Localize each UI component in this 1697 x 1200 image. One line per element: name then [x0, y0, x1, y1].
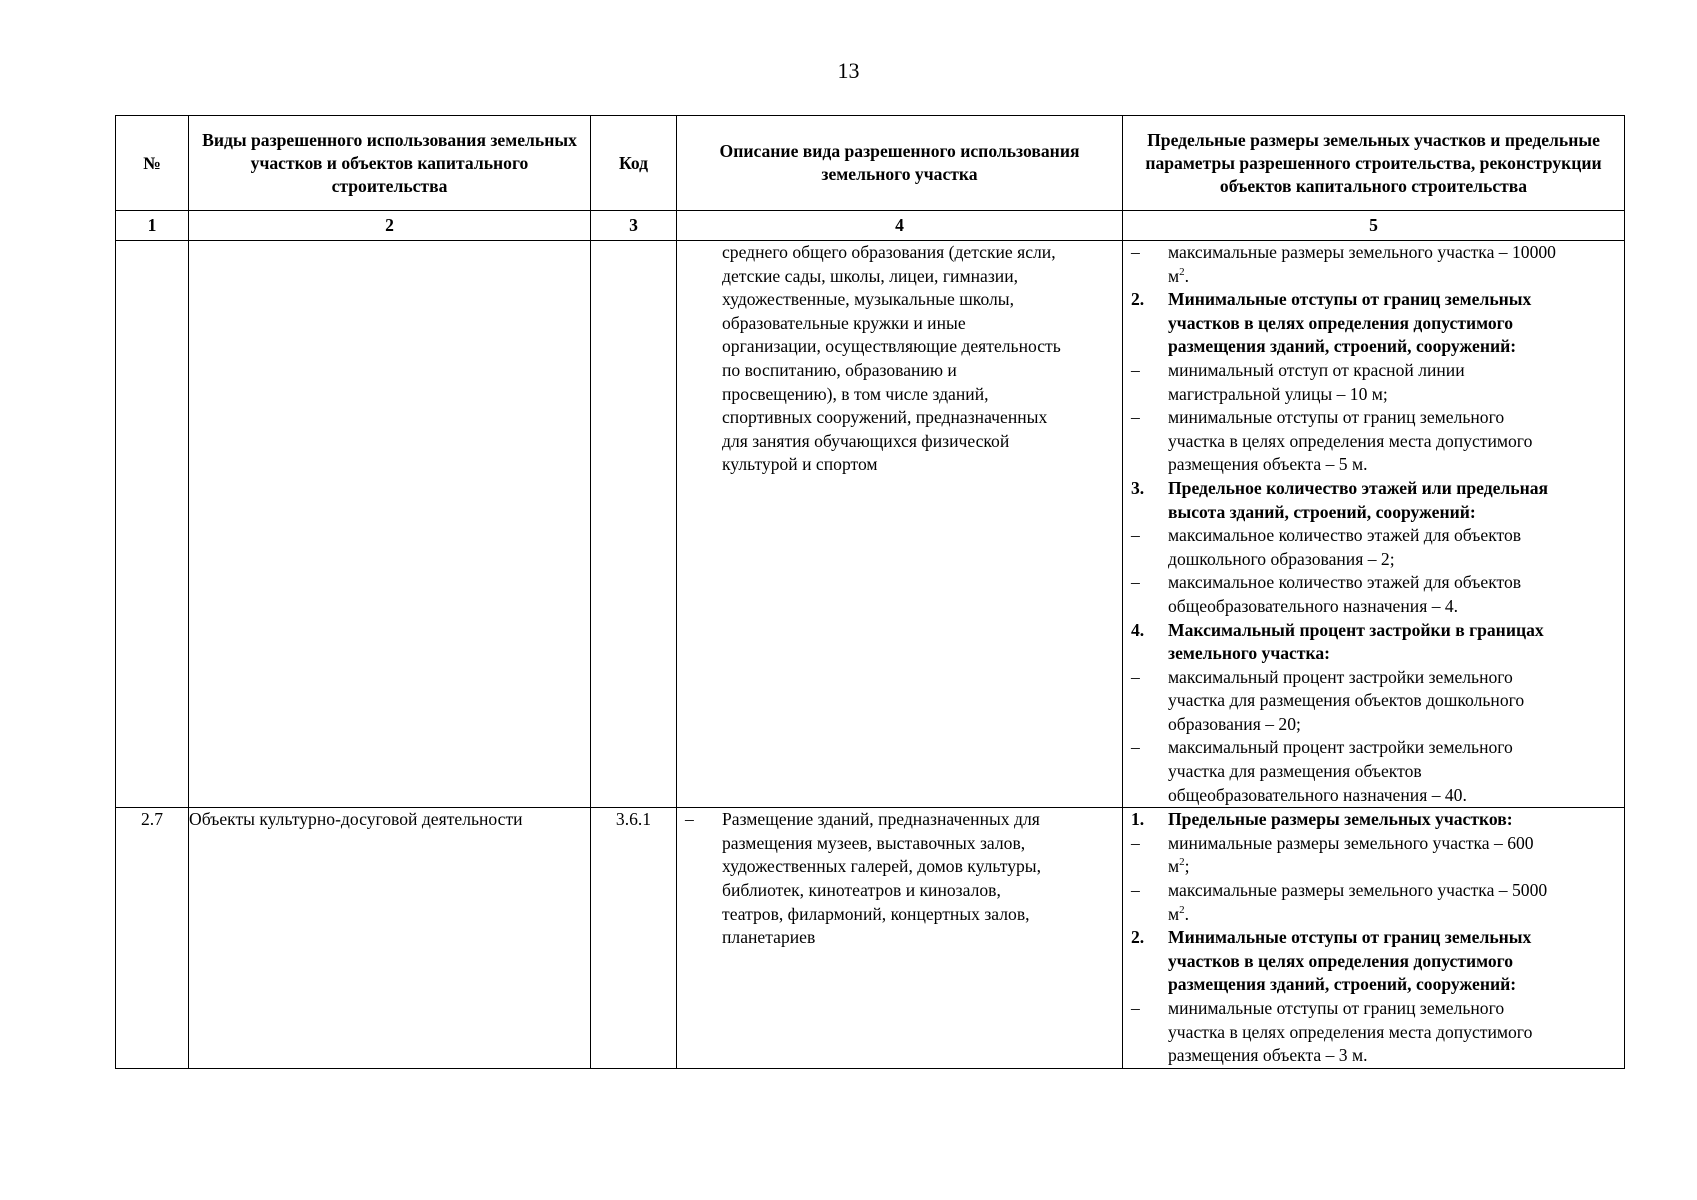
cell-parameters: [1123, 241, 1625, 808]
bullet-dash: –: [1131, 572, 1140, 593]
text-line: участков в целях определения допустимого: [1168, 312, 1514, 333]
text-line: детские сады, школы, лицеи, гимназии,: [722, 265, 1019, 286]
bullet-dash: –: [1131, 832, 1140, 853]
parameter-text: [1168, 619, 1624, 666]
parameter-heading: [1123, 926, 1624, 997]
text-line: размещения музеев, выставочных залов,: [722, 832, 1026, 853]
text-line: планетариев: [722, 927, 816, 948]
text-line: библиотек, кинотеатров и кинозалов,: [722, 880, 1001, 901]
cell-number: 2.7: [116, 808, 189, 1069]
text-line: художественные, музыкальные школы,: [722, 289, 1015, 310]
parameter-item: [1123, 879, 1624, 926]
parameter-heading: [1123, 619, 1624, 666]
text-line: земельного участка:: [1168, 643, 1331, 664]
item-number: 4.: [1131, 619, 1145, 640]
header-use-types: Виды разрешенного использования земельных участков и объектов капитального строительства: [189, 116, 591, 211]
bullet-dash: –: [1131, 407, 1140, 428]
parameter-heading: [1123, 477, 1624, 524]
text-line: размещения объекта – 3 м.: [1168, 1045, 1368, 1066]
text-line: общеобразовательного назначения – 40.: [1168, 784, 1467, 805]
parameter-text: [1168, 808, 1624, 832]
text-line: организации, осуществляющие деятельность: [722, 336, 1061, 357]
text-line: образования – 20;: [1168, 713, 1301, 734]
text-line: участка в целях определения места допустимого: [1168, 430, 1533, 451]
parameter-item: [1123, 832, 1624, 879]
text-line: м: [1168, 265, 1180, 286]
parameter-heading: [1123, 288, 1624, 359]
text-line: для занятия обучающихся физической: [722, 430, 1010, 451]
text-line: просвещению), в том числе зданий,: [722, 383, 989, 404]
text-line: участка для размещения объектов дошкольного: [1168, 690, 1525, 711]
text-line: минимальные отступы от границ земельного: [1168, 998, 1505, 1018]
text-line: максимальное количество этажей для объектов: [1168, 525, 1522, 546]
column-number: 1: [116, 211, 189, 241]
column-number: 5: [1123, 211, 1625, 241]
text-line: Предельные размеры земельных участков:: [1168, 809, 1513, 830]
text-line: размещения зданий, строений, сооружений:: [1168, 974, 1517, 995]
text-line: максимальный процент застройки земельного: [1168, 737, 1513, 758]
parameter-item: [1123, 359, 1624, 406]
text-line: максимальные размеры земельного участка – 10000: [1168, 242, 1556, 262]
description-block: [677, 241, 1122, 477]
parameter-text: [1168, 288, 1624, 359]
item-number: 2.: [1131, 289, 1145, 310]
text-line: максимальные размеры земельного участка – 5000: [1168, 880, 1548, 901]
text-line: среднего общего образования (детские ясли,: [722, 242, 1056, 262]
bullet-dash: –: [1131, 880, 1140, 901]
parameter-item: [1123, 571, 1624, 618]
table-row-2-7: [116, 808, 1625, 1069]
text-line: по воспитанию, образованию и: [722, 359, 957, 380]
parameter-text: [1168, 666, 1624, 737]
text-line: Размещение зданий, предназначенных для: [722, 809, 1040, 830]
text-line: дошкольного образования – 2;: [1168, 548, 1395, 569]
cell-code: 3.6.1: [591, 808, 677, 1069]
text-line: минимальные отступы от границ земельного: [1168, 407, 1505, 428]
parameter-text: [1168, 524, 1624, 571]
bullet-dash: –: [1131, 242, 1140, 262]
text-line: минимальные размеры земельного участка – 600: [1168, 832, 1534, 853]
parameter-heading: [1123, 808, 1624, 832]
superscript: 2: [1179, 903, 1185, 916]
bullet-dash: –: [1131, 525, 1140, 546]
text-line: театров, филармоний, концертных залов,: [722, 903, 1030, 924]
text-line: размещения зданий, строений, сооружений:: [1168, 336, 1517, 357]
bullet-dash: –: [1131, 737, 1140, 758]
text-line: минимальный отступ от красной линии: [1168, 359, 1465, 380]
column-number: 3: [591, 211, 677, 241]
parameter-text: [1168, 241, 1624, 288]
text-line: Минимальные отступы от границ земельных: [1168, 927, 1532, 948]
header-description: Описание вида разрешенного использования земельного участка: [677, 116, 1123, 211]
description-text: [722, 808, 1122, 950]
header-number: №: [116, 116, 189, 211]
cell-description: [677, 808, 1123, 1069]
superscript: 2: [1179, 856, 1185, 869]
column-number: 2: [189, 211, 591, 241]
text-line: Минимальные отступы от границ земельных: [1168, 289, 1532, 310]
parameter-text: [1168, 406, 1624, 477]
header-parameters: Предельные размеры земельных участков и предельные параметры разрешенного строительства, реконструкции объектов капитального строительства: [1123, 116, 1625, 211]
page-number: 13: [837, 58, 860, 83]
parameter-text: [1168, 832, 1624, 879]
text-line: м: [1168, 856, 1180, 877]
text-line: максимальный процент застройки земельного: [1168, 666, 1513, 687]
description-text: [722, 241, 1122, 477]
text-line: Максимальный процент застройки в границах: [1168, 619, 1544, 640]
parameter-item: [1123, 997, 1624, 1068]
cell-number-empty: [116, 241, 189, 808]
text-line: образовательные кружки и иные: [722, 312, 966, 333]
text-line: участков в целях определения допустимого: [1168, 950, 1514, 971]
parameter-text: [1168, 997, 1624, 1068]
parameter-text: [1168, 879, 1624, 926]
parameter-item: [1123, 406, 1624, 477]
parameter-item: [1123, 736, 1624, 807]
column-number: 4: [677, 211, 1123, 241]
text-line: магистральной улицы – 10 м;: [1168, 383, 1388, 404]
parameter-text: [1168, 359, 1624, 406]
punctuation: .: [1184, 903, 1190, 924]
description-block: [677, 808, 1122, 950]
parameter-text: [1168, 477, 1624, 524]
parameter-item: [1123, 666, 1624, 737]
superscript: 2: [1179, 265, 1185, 278]
text-line: культурой и спортом: [722, 454, 878, 475]
bullet-dash: –: [1131, 359, 1140, 380]
description-dash: –: [685, 809, 694, 830]
parameter-text: [1168, 736, 1624, 807]
parameter-item: [1123, 524, 1624, 571]
cell-code-empty: [591, 241, 677, 808]
text-line: м: [1168, 903, 1180, 924]
parameter-item: [1123, 241, 1624, 288]
header-code: Код: [591, 116, 677, 211]
punctuation: ;: [1184, 856, 1190, 877]
column-numbers-row: [116, 211, 1625, 241]
text-line: максимальное количество этажей для объектов: [1168, 572, 1522, 593]
item-number: 3.: [1131, 477, 1145, 498]
text-line: размещения объекта – 5 м.: [1168, 454, 1368, 475]
bullet-dash: –: [1131, 666, 1140, 687]
cell-description: [677, 241, 1123, 808]
cell-use-name: Объекты культурно-досуговой деятельности: [189, 808, 591, 1069]
text-line: Предельное количество этажей или предельная: [1168, 477, 1549, 498]
item-number: 1.: [1131, 809, 1145, 830]
item-number: 2.: [1131, 927, 1145, 948]
bullet-dash: –: [1131, 998, 1140, 1018]
table-header-row: [116, 116, 1625, 211]
permitted-use-table: [115, 115, 1625, 1069]
parameter-text: [1168, 571, 1624, 618]
parameter-text: [1168, 926, 1624, 997]
text-line: участка для размещения объектов: [1168, 761, 1422, 782]
text-line: художественных галерей, домов культуры,: [722, 856, 1042, 877]
text-line: спортивных сооружений, предназначенных: [722, 407, 1048, 428]
cell-name-empty: [189, 241, 591, 808]
text-line: высота зданий, строений, сооружений:: [1168, 501, 1476, 522]
punctuation: .: [1184, 265, 1190, 286]
text-line: общеобразовательного назначения – 4.: [1168, 595, 1459, 616]
table-row-continued: [116, 241, 1625, 808]
text-line: участка в целях определения места допустимого: [1168, 1021, 1533, 1042]
cell-parameters: [1123, 808, 1625, 1069]
